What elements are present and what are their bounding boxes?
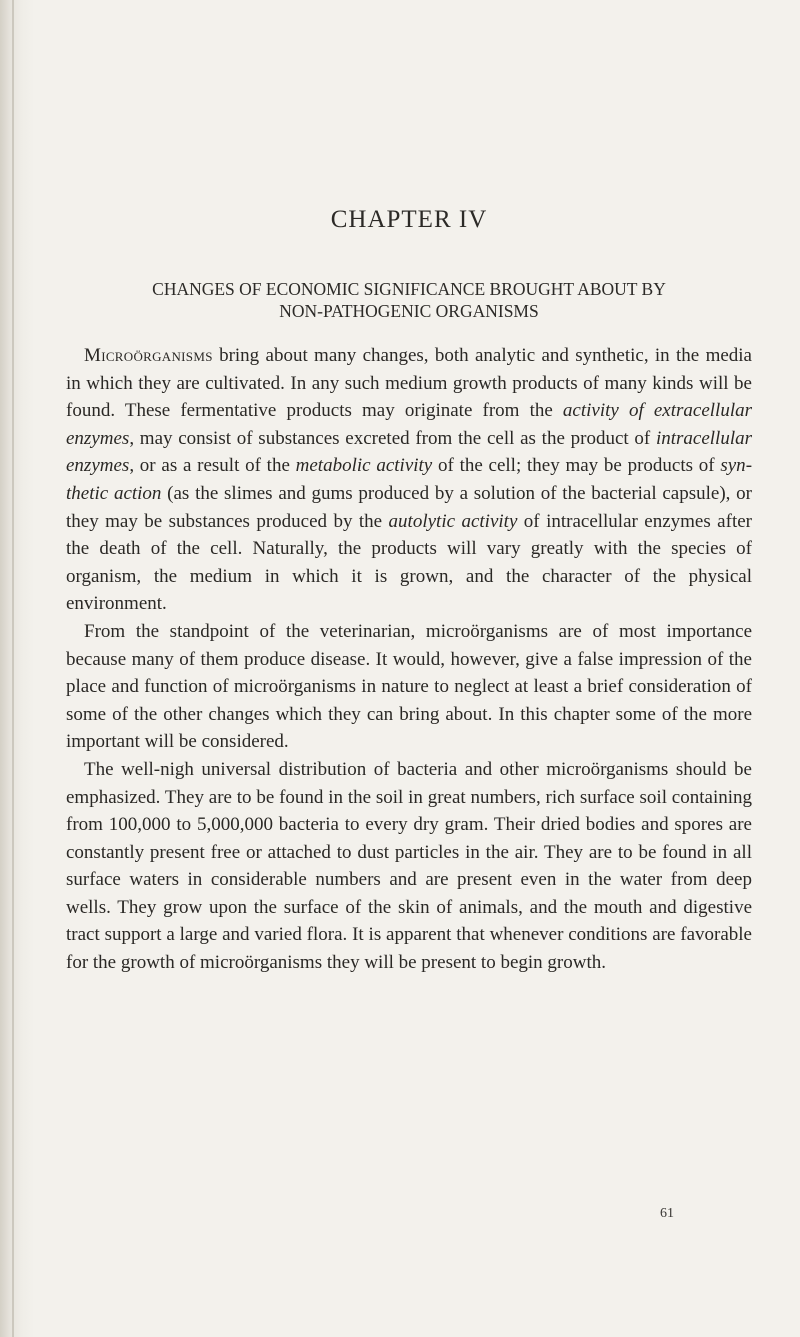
italic-term: activity of extracellular enzymes [66, 400, 752, 449]
page-gutter-shadow [0, 0, 34, 1337]
italic-term: synthetic action [66, 455, 753, 504]
text-run: of the cell; they may be products of [432, 455, 721, 477]
italic-term: metabolic activity [295, 455, 433, 477]
text-run: of intracellular enzymes after the death of the cell. Naturally, the products will vary greatly with the species of organism, the medium in which it is grown, and the character of the physical environment. [66, 510, 752, 615]
chapter-title: CHAPTER IV [330, 206, 488, 233]
paragraph-1 [66, 342, 752, 618]
chapter-heading-line-1: CHANGES OF ECONOMIC SIGNIFICANCE BROUGHT ABOUT BY [152, 279, 666, 299]
text-run: , may consist of substances excreted from the cell as the product of [129, 427, 656, 449]
chapter-heading [66, 278, 752, 322]
text-run: bring about many changes, both analytic and synthetic, in the media in which they are cultivated. In any such medium growth products of many kinds will be found. These fermentative products may originate from the [66, 345, 752, 422]
binding-edge [12, 0, 14, 1337]
paragraph-2 [66, 618, 752, 756]
page-number: 61 [660, 1206, 674, 1221]
italic-term: autolytic activity [388, 510, 518, 532]
text-run: , or as a result of the [129, 455, 296, 477]
text-run: The well-nigh universal distribution of bacteria and other microörganisms should be emphasized. They are to be found in the soil in great numbers, rich surface soil containing from 100,000 to 5,000,000 bacteria to every dry gram. Their dried bodies and spores are constantly present free or attached to dust particles in the air. They are to be found in all surface waters in considerable numbers and are present even in the water from deep wells. They grow upon the surface of the skin of animals, and the mouth and digestive tract support a large and varied flora. It is apparent that whenever conditions are favorable for the growth of microörganisms they will be present to begin growth. [66, 758, 752, 974]
text-run: (as the slimes and gums produced by a solution of the bacterial capsule), or they may be substances produced by the [66, 482, 752, 532]
chapter-heading-line-2: NON-PATHOGENIC ORGANISMS [279, 301, 539, 321]
italic-term: intracellular enzymes [66, 427, 752, 477]
page-body [66, 200, 752, 977]
paragraph-3 [66, 756, 752, 977]
body-text [66, 342, 752, 977]
small-caps-lead-word: Microörganisms [84, 345, 213, 366]
text-run: From the standpoint of the veterinarian, microörganisms are of most importance because many of them produce disease. It would, however, give a false impression of the place and function of microörganisms in nature to neglect at least a brief consideration of some of the other changes which they can bring about. In this chapter some of the more important will be considered. [66, 620, 752, 753]
